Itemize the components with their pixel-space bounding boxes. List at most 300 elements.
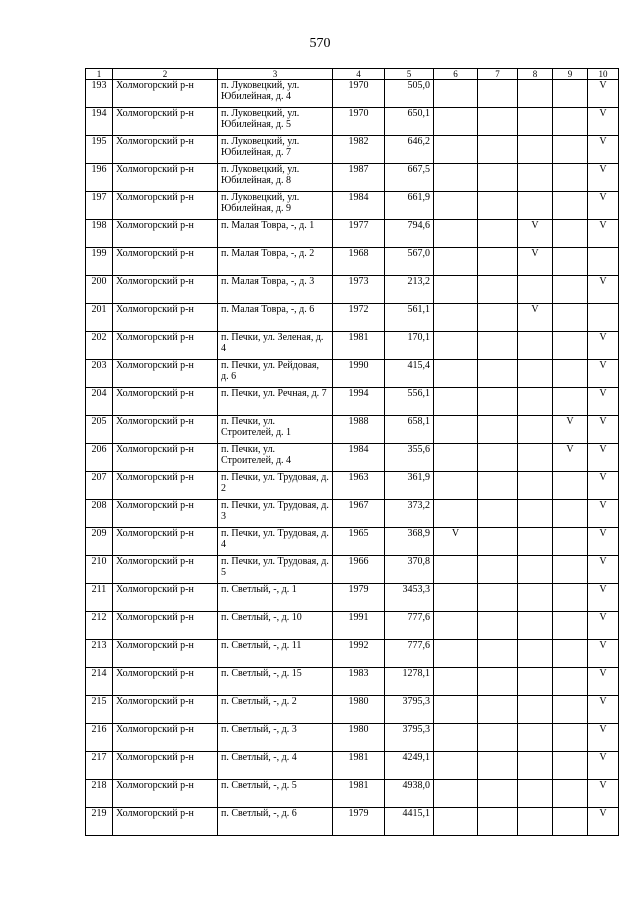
cell-col-10: V [588,752,619,780]
cell-district: Холмогорский р-н [113,164,218,192]
cell-col-9 [553,556,588,584]
cell-district: Холмогорский р-н [113,472,218,500]
cell-col-7 [478,724,518,752]
cell-district: Холмогорский р-н [113,416,218,444]
cell-area: 505,0 [385,80,434,108]
cell-row-number: 195 [86,136,113,164]
cell-row-number: 215 [86,696,113,724]
cell-build-year: 1979 [333,808,385,836]
cell-area: 1278,1 [385,668,434,696]
cell-district: Холмогорский р-н [113,584,218,612]
cell-build-year: 1979 [333,584,385,612]
cell-col-9 [553,668,588,696]
cell-address: п. Луковецкий, ул. Юбилейная, д. 9 [218,192,333,220]
cell-col-6 [434,304,478,332]
cell-col-6: V [434,528,478,556]
cell-district: Холмогорский р-н [113,808,218,836]
cell-col-7 [478,500,518,528]
cell-col-9 [553,640,588,668]
cell-district: Холмогорский р-н [113,612,218,640]
table-row [86,108,619,136]
cell-col-7 [478,164,518,192]
cell-build-year: 1981 [333,752,385,780]
cell-area: 658,1 [385,416,434,444]
cell-col-8 [518,584,553,612]
cell-district: Холмогорский р-н [113,276,218,304]
table-row [86,696,619,724]
cell-row-number: 203 [86,360,113,388]
table-row [86,724,619,752]
cell-address: п. Светлый, -, д. 5 [218,780,333,808]
cell-area: 3795,3 [385,696,434,724]
cell-build-year: 1970 [333,108,385,136]
cell-build-year: 1970 [333,80,385,108]
cell-build-year: 1966 [333,556,385,584]
cell-col-8 [518,696,553,724]
cell-col-9 [553,612,588,640]
cell-col-6 [434,612,478,640]
cell-district: Холмогорский р-н [113,640,218,668]
cell-build-year: 1988 [333,416,385,444]
cell-address: п. Луковецкий, ул. Юбилейная, д. 8 [218,164,333,192]
cell-address: п. Печки, ул. Речная, д. 7 [218,388,333,416]
cell-col-7 [478,528,518,556]
cell-col-6 [434,276,478,304]
cell-area: 170,1 [385,332,434,360]
cell-col-10 [588,248,619,276]
cell-col-7 [478,80,518,108]
cell-district: Холмогорский р-н [113,556,218,584]
cell-col-9 [553,304,588,332]
cell-build-year: 1973 [333,276,385,304]
table-row [86,528,619,556]
cell-address: п. Малая Товра, -, д. 3 [218,276,333,304]
cell-col-6 [434,80,478,108]
cell-col-7 [478,668,518,696]
cell-col-10: V [588,388,619,416]
cell-col-8 [518,724,553,752]
cell-address: п. Светлый, -, д. 11 [218,640,333,668]
cell-col-9 [553,276,588,304]
cell-col-10: V [588,668,619,696]
cell-address: п. Луковецкий, ул. Юбилейная, д. 5 [218,108,333,136]
cell-build-year: 1968 [333,248,385,276]
cell-col-6 [434,780,478,808]
cell-col-7 [478,640,518,668]
cell-row-number: 205 [86,416,113,444]
cell-col-8 [518,528,553,556]
cell-col-10: V [588,164,619,192]
cell-area: 777,6 [385,640,434,668]
cell-address: п. Светлый, -, д. 15 [218,668,333,696]
cell-address: п. Светлый, -, д. 4 [218,752,333,780]
cell-build-year: 1980 [333,696,385,724]
table-row [86,808,619,836]
cell-col-8 [518,360,553,388]
cell-col-6 [434,500,478,528]
cell-build-year: 1967 [333,500,385,528]
cell-build-year: 1965 [333,528,385,556]
column-header-10: 10 [588,69,619,80]
cell-area: 561,1 [385,304,434,332]
cell-row-number: 208 [86,500,113,528]
cell-col-9 [553,500,588,528]
cell-col-7 [478,556,518,584]
cell-col-7 [478,612,518,640]
cell-col-8 [518,612,553,640]
header-row [86,69,619,80]
cell-district: Холмогорский р-н [113,500,218,528]
cell-row-number: 193 [86,80,113,108]
table-body [86,80,619,836]
cell-col-9 [553,220,588,248]
cell-col-9 [553,696,588,724]
cell-district: Холмогорский р-н [113,136,218,164]
cell-row-number: 219 [86,808,113,836]
table-row [86,472,619,500]
column-header-9: 9 [553,69,588,80]
cell-area: 361,9 [385,472,434,500]
cell-col-6 [434,556,478,584]
cell-row-number: 218 [86,780,113,808]
cell-build-year: 1984 [333,444,385,472]
page-number: 570 [309,36,331,51]
table-row [86,332,619,360]
cell-district: Холмогорский р-н [113,696,218,724]
cell-col-9 [553,164,588,192]
cell-col-9 [553,752,588,780]
cell-address: п. Печки, ул. Трудовая, д. 2 [218,472,333,500]
cell-build-year: 1981 [333,780,385,808]
cell-address: п. Луковецкий, ул. Юбилейная, д. 4 [218,80,333,108]
cell-col-6 [434,388,478,416]
table-row [86,388,619,416]
cell-col-8 [518,472,553,500]
cell-col-7 [478,332,518,360]
cell-col-7 [478,584,518,612]
cell-col-9 [553,360,588,388]
cell-col-6 [434,360,478,388]
cell-build-year: 1972 [333,304,385,332]
cell-build-year: 1982 [333,136,385,164]
cell-district: Холмогорский р-н [113,248,218,276]
cell-row-number: 212 [86,612,113,640]
cell-col-10: V [588,780,619,808]
cell-col-6 [434,752,478,780]
column-header-1: 1 [86,69,113,80]
column-header-2: 2 [113,69,218,80]
cell-row-number: 199 [86,248,113,276]
cell-area: 661,9 [385,192,434,220]
cell-address: п. Светлый, -, д. 1 [218,584,333,612]
cell-col-7 [478,276,518,304]
table-row [86,612,619,640]
cell-col-6 [434,248,478,276]
cell-row-number: 211 [86,584,113,612]
cell-area: 650,1 [385,108,434,136]
table-row [86,500,619,528]
cell-row-number: 209 [86,528,113,556]
cell-col-6 [434,444,478,472]
cell-col-9 [553,724,588,752]
cell-col-10: V [588,360,619,388]
cell-col-7 [478,192,518,220]
cell-address: п. Печки, ул. Трудовая, д. 5 [218,556,333,584]
cell-col-10: V [588,136,619,164]
cell-col-10: V [588,220,619,248]
column-header-3: 3 [218,69,333,80]
column-header-5: 5 [385,69,434,80]
cell-col-10: V [588,584,619,612]
cell-col-8 [518,192,553,220]
cell-col-9 [553,584,588,612]
cell-col-7 [478,696,518,724]
cell-col-8 [518,668,553,696]
cell-col-8 [518,332,553,360]
register-table [85,68,619,836]
cell-area: 3453,3 [385,584,434,612]
cell-col-8 [518,444,553,472]
cell-row-number: 217 [86,752,113,780]
table-row [86,668,619,696]
cell-row-number: 210 [86,556,113,584]
cell-col-7 [478,472,518,500]
cell-col-7 [478,248,518,276]
cell-area: 213,2 [385,276,434,304]
cell-col-10: V [588,808,619,836]
cell-address: п. Печки, ул. Строителей, д. 4 [218,444,333,472]
cell-col-8 [518,136,553,164]
cell-row-number: 207 [86,472,113,500]
cell-col-7 [478,808,518,836]
cell-col-7 [478,360,518,388]
cell-col-8: V [518,220,553,248]
cell-col-9 [553,136,588,164]
cell-col-7 [478,780,518,808]
table-row [86,80,619,108]
column-header-8: 8 [518,69,553,80]
cell-district: Холмогорский р-н [113,528,218,556]
cell-col-10: V [588,416,619,444]
cell-col-8 [518,808,553,836]
cell-col-10: V [588,192,619,220]
cell-col-6 [434,332,478,360]
cell-col-9 [553,528,588,556]
cell-address: п. Печки, ул. Рейдовая, д. 6 [218,360,333,388]
cell-address: п. Светлый, -, д. 2 [218,696,333,724]
cell-area: 667,5 [385,164,434,192]
cell-row-number: 214 [86,668,113,696]
cell-address: п. Печки, ул. Зеленая, д. 4 [218,332,333,360]
cell-build-year: 1991 [333,612,385,640]
cell-district: Холмогорский р-н [113,668,218,696]
cell-col-8 [518,108,553,136]
table-row [86,192,619,220]
cell-col-7 [478,136,518,164]
cell-col-9 [553,388,588,416]
cell-col-8 [518,752,553,780]
cell-col-7 [478,304,518,332]
cell-col-6 [434,808,478,836]
cell-area: 556,1 [385,388,434,416]
cell-col-6 [434,472,478,500]
cell-col-6 [434,584,478,612]
cell-col-6 [434,164,478,192]
cell-col-9: V [553,444,588,472]
cell-col-9: V [553,416,588,444]
cell-row-number: 204 [86,388,113,416]
cell-col-10: V [588,472,619,500]
table-row [86,276,619,304]
cell-area: 4938,0 [385,780,434,808]
cell-col-9 [553,80,588,108]
cell-district: Холмогорский р-н [113,80,218,108]
cell-col-10: V [588,80,619,108]
cell-col-10: V [588,640,619,668]
cell-area: 355,6 [385,444,434,472]
table-row [86,640,619,668]
cell-col-10 [588,304,619,332]
cell-col-6 [434,724,478,752]
cell-row-number: 213 [86,640,113,668]
cell-col-9 [553,780,588,808]
cell-build-year: 1981 [333,332,385,360]
cell-col-8 [518,80,553,108]
cell-col-9 [553,808,588,836]
column-header-7: 7 [478,69,518,80]
cell-area: 373,2 [385,500,434,528]
cell-col-8 [518,276,553,304]
cell-district: Холмогорский р-н [113,108,218,136]
cell-build-year: 1980 [333,724,385,752]
cell-area: 4415,1 [385,808,434,836]
cell-row-number: 200 [86,276,113,304]
cell-col-10: V [588,276,619,304]
cell-col-9 [553,108,588,136]
cell-col-9 [553,248,588,276]
cell-col-7 [478,752,518,780]
cell-address: п. Малая Товра, -, д. 2 [218,248,333,276]
column-header-4: 4 [333,69,385,80]
cell-build-year: 1992 [333,640,385,668]
cell-district: Холмогорский р-н [113,752,218,780]
cell-district: Холмогорский р-н [113,444,218,472]
cell-district: Холмогорский р-н [113,724,218,752]
cell-col-6 [434,640,478,668]
column-header-6: 6 [434,69,478,80]
cell-row-number: 196 [86,164,113,192]
cell-col-8 [518,164,553,192]
cell-address: п. Светлый, -, д. 3 [218,724,333,752]
cell-col-6 [434,416,478,444]
cell-build-year: 1987 [333,164,385,192]
cell-district: Холмогорский р-н [113,780,218,808]
cell-build-year: 1984 [333,192,385,220]
cell-col-10: V [588,332,619,360]
cell-district: Холмогорский р-н [113,360,218,388]
cell-area: 370,8 [385,556,434,584]
table-row [86,360,619,388]
cell-build-year: 1977 [333,220,385,248]
cell-col-9 [553,332,588,360]
cell-area: 646,2 [385,136,434,164]
cell-col-8 [518,556,553,584]
cell-row-number: 202 [86,332,113,360]
cell-col-8 [518,500,553,528]
table-row [86,416,619,444]
table-row [86,444,619,472]
cell-address: п. Печки, ул. Трудовая, д. 3 [218,500,333,528]
cell-address: п. Малая Товра, -, д. 1 [218,220,333,248]
cell-area: 3795,3 [385,724,434,752]
cell-build-year: 1983 [333,668,385,696]
cell-row-number: 201 [86,304,113,332]
cell-address: п. Печки, ул. Строителей, д. 1 [218,416,333,444]
cell-address: п. Светлый, -, д. 6 [218,808,333,836]
table-row [86,248,619,276]
table-row [86,220,619,248]
cell-col-7 [478,108,518,136]
cell-col-10: V [588,444,619,472]
cell-district: Холмогорский р-н [113,304,218,332]
cell-district: Холмогорский р-н [113,192,218,220]
cell-col-7 [478,416,518,444]
cell-col-6 [434,696,478,724]
cell-col-10: V [588,696,619,724]
cell-col-6 [434,668,478,696]
cell-col-7 [478,388,518,416]
cell-col-9 [553,472,588,500]
cell-row-number: 194 [86,108,113,136]
cell-col-6 [434,220,478,248]
cell-col-8 [518,416,553,444]
cell-district: Холмогорский р-н [113,388,218,416]
cell-col-8 [518,780,553,808]
cell-col-9 [553,192,588,220]
table-row [86,304,619,332]
cell-col-10: V [588,612,619,640]
cell-area: 4249,1 [385,752,434,780]
cell-row-number: 198 [86,220,113,248]
table-row [86,584,619,612]
table-row [86,164,619,192]
cell-address: п. Малая Товра, -, д. 6 [218,304,333,332]
cell-area: 368,9 [385,528,434,556]
cell-district: Холмогорский р-н [113,332,218,360]
cell-area: 415,4 [385,360,434,388]
cell-area: 777,6 [385,612,434,640]
cell-area: 567,0 [385,248,434,276]
cell-row-number: 197 [86,192,113,220]
table-row [86,556,619,584]
cell-address: п. Печки, ул. Трудовая, д. 4 [218,528,333,556]
cell-row-number: 206 [86,444,113,472]
cell-col-10: V [588,724,619,752]
cell-col-8: V [518,248,553,276]
cell-col-10: V [588,500,619,528]
cell-col-8 [518,388,553,416]
table-row [86,136,619,164]
cell-row-number: 216 [86,724,113,752]
cell-district: Холмогорский р-н [113,220,218,248]
cell-col-10: V [588,528,619,556]
cell-address: п. Светлый, -, д. 10 [218,612,333,640]
cell-build-year: 1963 [333,472,385,500]
cell-col-6 [434,192,478,220]
cell-col-6 [434,136,478,164]
cell-address: п. Луковецкий, ул. Юбилейная, д. 7 [218,136,333,164]
cell-col-10: V [588,556,619,584]
